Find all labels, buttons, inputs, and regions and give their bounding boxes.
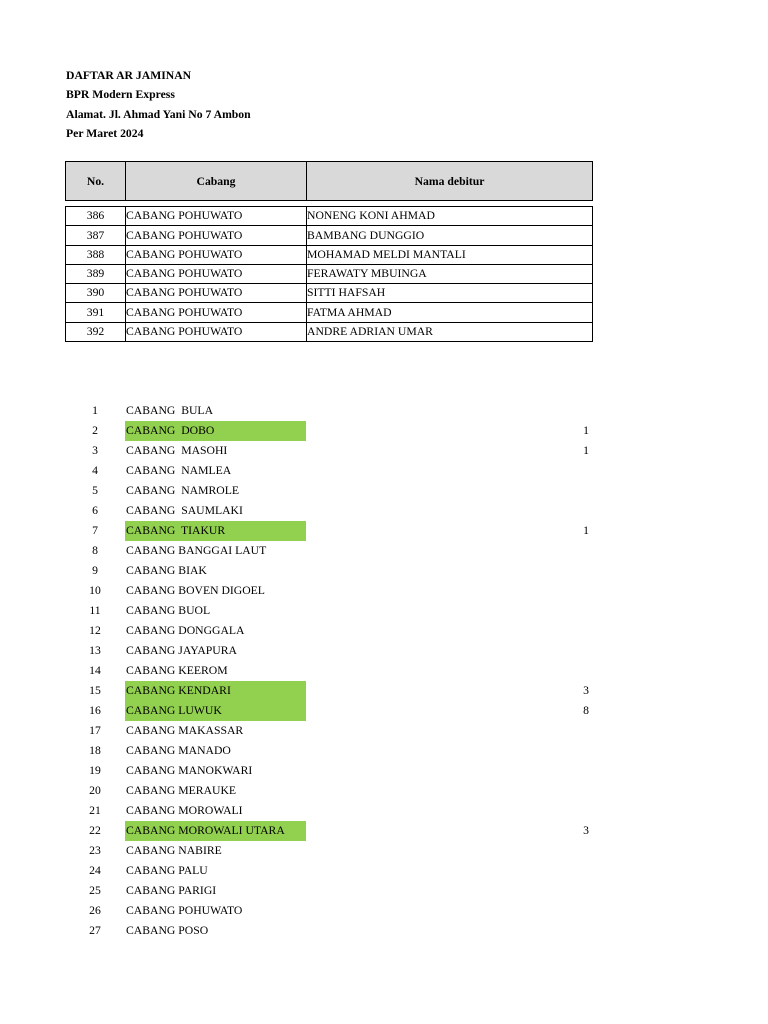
branch-row: [65, 541, 592, 561]
branch-number: 2: [92, 424, 98, 437]
branch-number: 25: [89, 884, 101, 897]
branch-list: [65, 401, 592, 941]
row-number: 386: [66, 207, 125, 225]
debtor-table-body: [65, 206, 593, 342]
branch-count: [306, 621, 592, 641]
branch-number: 26: [89, 904, 101, 917]
branch-row: [65, 561, 592, 581]
row-number: 392: [66, 323, 125, 341]
branch-number: 21: [89, 804, 101, 817]
branch-row: [65, 661, 592, 681]
branch-name: CABANG POHUWATO: [126, 904, 243, 917]
column-header-nama-debitur: Nama debitur: [307, 162, 592, 200]
branch-name: CABANG MAKASSAR: [126, 724, 244, 737]
branch-count: 1: [583, 524, 589, 537]
row-number: 391: [66, 303, 125, 321]
branch-name: CABANG BULA: [126, 404, 214, 417]
branch-count: [306, 481, 592, 501]
company-address: Alamat. Jl. Ahmad Yani No 7 Ambon: [66, 107, 251, 121]
branch-cell: CABANG POHUWATO: [126, 265, 306, 283]
branch-row: [65, 421, 592, 441]
branch-count: [306, 501, 592, 521]
branch-name: CABANG MANOKWARI: [126, 764, 253, 777]
branch-number: 6: [92, 504, 98, 517]
branch-name: CABANG SAUMLAKI: [126, 504, 243, 517]
branch-name: CABANG BUOL: [126, 604, 211, 617]
branch-row: [65, 721, 592, 741]
branch-row: [65, 461, 592, 481]
row-number: 387: [66, 226, 125, 244]
branch-cell: CABANG POHUWATO: [126, 246, 306, 264]
branch-row: [65, 401, 592, 421]
document-header: [66, 66, 251, 143]
branch-name: CABANG BIAK: [126, 564, 207, 577]
branch-row: [65, 641, 592, 661]
branch-name: CABANG MANADO: [126, 744, 231, 757]
branch-number: 20: [89, 784, 101, 797]
branch-row: [65, 521, 592, 541]
branch-number: 11: [89, 604, 101, 617]
branch-row: [65, 681, 592, 701]
branch-number: 18: [89, 744, 101, 757]
branch-name: CABANG KENDARI: [125, 681, 306, 701]
debtor-name-cell: ANDRE ADRIAN UMAR: [307, 323, 592, 341]
column-header-cabang: Cabang: [126, 162, 306, 200]
branch-count: [306, 601, 592, 621]
branch-name: CABANG TIAKUR: [125, 521, 306, 541]
debtor-name-cell: BAMBANG DUNGGIO: [307, 226, 592, 244]
branch-row: [65, 601, 592, 621]
branch-number: 27: [89, 924, 101, 937]
branch-number: 7: [92, 524, 98, 537]
document-title: DAFTAR AR JAMINAN: [66, 69, 192, 82]
branch-count: [306, 461, 592, 481]
branch-count: [306, 801, 592, 821]
branch-name: CABANG KEEROM: [126, 664, 228, 677]
branch-number: 19: [89, 764, 101, 777]
branch-name: CABANG MASOHI: [126, 444, 228, 457]
branch-number: 5: [92, 484, 98, 497]
row-number: 388: [66, 246, 125, 264]
branch-row: [65, 861, 592, 881]
branch-cell: CABANG POHUWATO: [126, 207, 306, 225]
branch-count: [306, 581, 592, 601]
branch-number: 10: [89, 584, 101, 597]
branch-row: [65, 881, 592, 901]
branch-number: 24: [89, 864, 101, 877]
branch-number: 17: [89, 724, 101, 737]
branch-number: 3: [92, 444, 98, 457]
branch-number: 4: [92, 464, 98, 477]
branch-row: [65, 801, 592, 821]
debtor-table-header: [65, 161, 593, 201]
branch-cell: CABANG POHUWATO: [126, 226, 306, 244]
branch-count: [306, 721, 592, 741]
branch-name: CABANG DONGGALA: [126, 624, 245, 637]
row-number: 390: [66, 284, 125, 302]
branch-count: [306, 901, 592, 921]
branch-name: CABANG PALU: [126, 864, 208, 877]
branch-count: 1: [583, 424, 589, 437]
branch-count: 3: [583, 684, 589, 697]
branch-number: 14: [89, 664, 101, 677]
branch-row: [65, 481, 592, 501]
debtor-name-cell: FERAWATY MBUINGA: [307, 265, 592, 283]
branch-count: [306, 641, 592, 661]
branch-number: 12: [89, 624, 101, 637]
branch-name: CABANG NAMLEA: [126, 464, 232, 477]
branch-name: CABANG LUWUK: [125, 701, 306, 721]
branch-count: 8: [583, 704, 589, 717]
branch-count: [306, 741, 592, 761]
row-number: 389: [66, 265, 125, 283]
branch-name: CABANG BANGGAI LAUT: [126, 544, 267, 557]
debtor-name-cell: NONENG KONI AHMAD: [307, 207, 592, 225]
branch-number: 13: [89, 644, 101, 657]
branch-number: 22: [89, 824, 101, 837]
branch-name: CABANG DOBO: [125, 421, 306, 441]
branch-count: [306, 861, 592, 881]
branch-row: [65, 761, 592, 781]
branch-name: CABANG NABIRE: [126, 844, 222, 857]
report-period: Per Maret 2024: [66, 126, 144, 140]
branch-number: 1: [92, 404, 98, 417]
branch-count: [306, 541, 592, 561]
branch-count: [306, 561, 592, 581]
branch-name: CABANG BOVEN DIGOEL: [126, 584, 265, 597]
branch-row: [65, 921, 592, 941]
branch-number: 15: [89, 684, 101, 697]
branch-row: [65, 741, 592, 761]
branch-cell: CABANG POHUWATO: [126, 323, 306, 341]
debtor-name-cell: MOHAMAD MELDI MANTALI: [307, 246, 592, 264]
branch-count: [306, 841, 592, 861]
branch-number: 9: [92, 564, 98, 577]
branch-count: [306, 921, 592, 941]
branch-row: [65, 821, 592, 841]
branch-name: CABANG MERAUKE: [126, 784, 237, 797]
branch-number: 16: [89, 704, 101, 717]
branch-count: [306, 881, 592, 901]
branch-count: [306, 401, 592, 421]
branch-number: 23: [89, 844, 101, 857]
branch-name: CABANG MOROWALI: [126, 804, 243, 817]
branch-name: CABANG POSO: [126, 924, 209, 937]
company-name: BPR Modern Express: [66, 88, 175, 102]
debtor-name-cell: FATMA AHMAD: [307, 303, 592, 321]
branch-row: [65, 621, 592, 641]
branch-row: [65, 441, 592, 461]
branch-count: 3: [583, 824, 589, 837]
branch-row: [65, 841, 592, 861]
branch-number: 8: [92, 544, 98, 557]
column-header-no: No.: [66, 162, 125, 200]
branch-cell: CABANG POHUWATO: [126, 284, 306, 302]
branch-name: CABANG PARIGI: [126, 884, 217, 897]
branch-count: 1: [583, 444, 589, 457]
branch-name: CABANG JAYAPURA: [126, 644, 237, 657]
branch-count: [306, 661, 592, 681]
branch-row: [65, 581, 592, 601]
branch-cell: CABANG POHUWATO: [126, 303, 306, 321]
debtor-name-cell: SITTI HAFSAH: [307, 284, 592, 302]
branch-count: [306, 761, 592, 781]
branch-row: [65, 901, 592, 921]
branch-count: [306, 781, 592, 801]
branch-name: CABANG NAMROLE: [126, 484, 239, 497]
branch-name: CABANG MOROWALI UTARA: [125, 821, 306, 841]
branch-row: [65, 501, 592, 521]
branch-row: [65, 701, 592, 721]
branch-row: [65, 781, 592, 801]
